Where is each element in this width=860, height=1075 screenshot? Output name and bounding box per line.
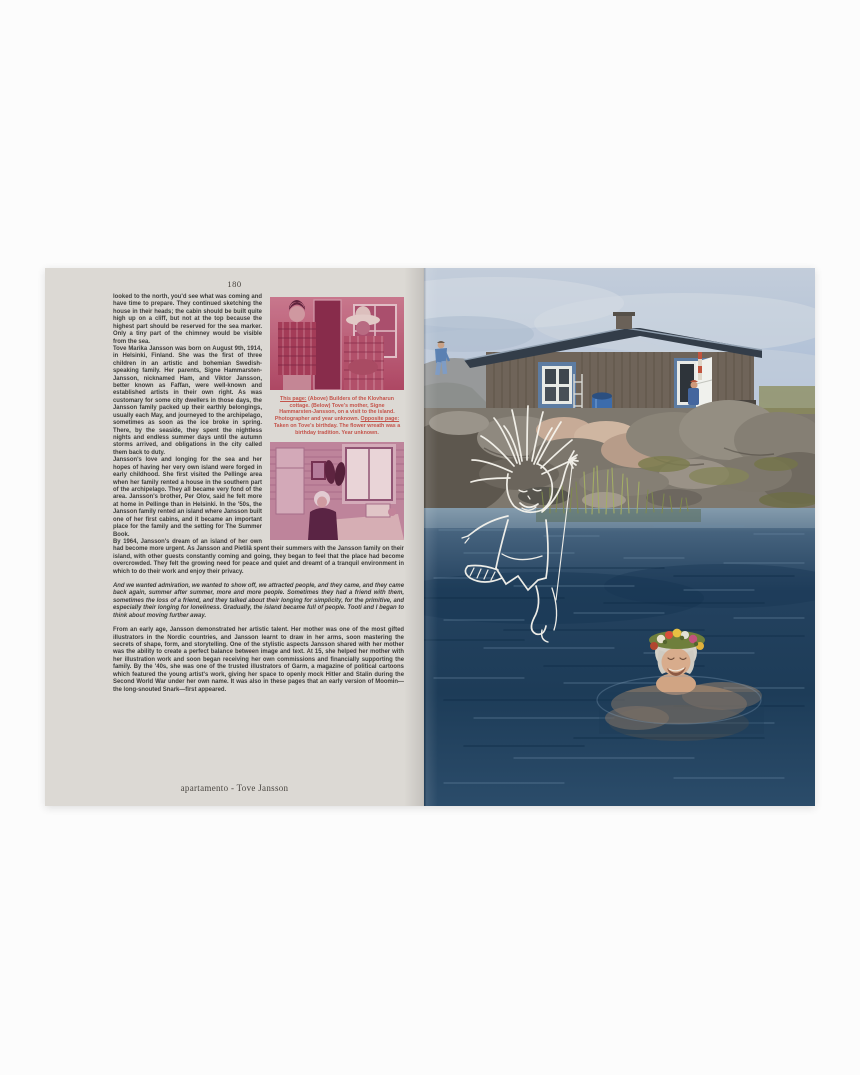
photo-caption (272, 396, 402, 436)
paragraph-quote: And we wanted admiration, we wanted to show off, we attracted people, and they came, and they came back again, summer after summer, more and more people. Sometimes they had a friend with them, sometimes the loss of a friend, and they talked about their longing for simplicity, for the primitive, and especially their longing for loneliness. Gradually, the island became full of people. Tooti and I began to think about moving further away. (113, 583, 404, 619)
caption-this-page-text: (Above) Builders of the Klovharun cottage. (Below) Tove's mother, Signe Hammarsten-Jansson, on a visit to the island. Photographer and year unknown. (274, 396, 395, 423)
magazine-spread (45, 268, 815, 806)
page-footer: apartamento - Tove Jansson (180, 783, 289, 793)
page-number: 180 (227, 279, 242, 289)
cabin-window (534, 362, 580, 411)
paragraph-2: Tove Marika Jansson was born on August 9th, 1914, in Helsinki, Finland. She was the first of three children in an artistic and bohemian Swedish-speaking family. Her parents, Signe Hammarsten-Jansson, nicknamed Ham, and Viktor Jansson, better known as Faffan, were well-known and established artists in their own right. As was customary for some city dwellers in those days, the Jansson family packed up their earthly belongings, usually each May, and journeyed to the archipelago, sometimes as soon as the ice broke in spring. There, by the seaside, they spent the nightless nights and endless summer days until the autumn storms arrived, and obligations in the city called them back to duty. (113, 345, 262, 456)
caption-this-page-label: This page: (280, 396, 307, 402)
striped-pole (698, 352, 702, 380)
article-text-block (113, 294, 404, 694)
caption-opposite-page-label: Opposite page: (360, 416, 400, 423)
photo-mother-duotone (270, 442, 404, 540)
left-page (45, 268, 424, 806)
sea-water (424, 508, 815, 806)
chimney (616, 314, 632, 329)
paragraph-5: From an early age, Jansson demonstrated her artistic talent. Her mother was one of the most gifted illustrators in the Nordic countries, and Jansson learnt to draw in her arms, soon mastering the secrets of shape, form, and storytelling. One of the stylistic aspects Jansson shared with her mother was the ability to create a perfect balance between image and text. At 15, she helped her mother with her illustration work and soon began receiving her own commissions and financially supporting the family. By the '40s, she was one of the trusted illustrators of Garm, a magazine of political cartoons which featured the young artist's work, giving her space to openly mock Hitler and Stalin during the Second World War under her own name. It was also in these pages that an early version of Moomin—the long-snouted Snark—first appeared. (113, 627, 404, 693)
caption-opposite-page-text: Taken on Tove's birthday. The flower wreath was a birthday tradition. Year unknown. (273, 422, 401, 436)
photo-column (270, 297, 404, 540)
paragraph-3: Jansson's love and longing for the sea and her hopes of having her very own island were forged in early childhood. She first visited the Pellinge area when her family rented a house in the southern part of the archipelago. They all became very fond of the area. Jansson's brother, Per Olov, said he felt more at home in Pellinge than in Helsinki. In the '50s, the Jansson family rented an island where Jansson built one of her first cabins, and it became an important place for the family and the setting for The Summer Book. (113, 457, 262, 538)
right-page-photo (424, 268, 815, 806)
paragraph-4: By 1964, Jansson's dream of an island of her own had become more urgent. As Jansson and Pietilä spent their summers with the Jansson family on their island, with other guests constantly coming and going, they began to feel that the place had become overcrowded. They felt the growing need for peace and quiet and dreamt of a tranquil environment in which to do their work and enjoy their privacy. (113, 538, 404, 575)
swimmer-face (662, 648, 691, 676)
photo-builders-duotone (270, 297, 404, 390)
paragraph-1: looked to the north, you'd see what was coming and have time to prepare. They continued sketching the house in their heads; the cabin should be built quite high up on a cliff, but not at the top because the highest part should be reserved for the sea marker. Only a tiny part of the chimney would be visible from the sea. (113, 294, 262, 345)
